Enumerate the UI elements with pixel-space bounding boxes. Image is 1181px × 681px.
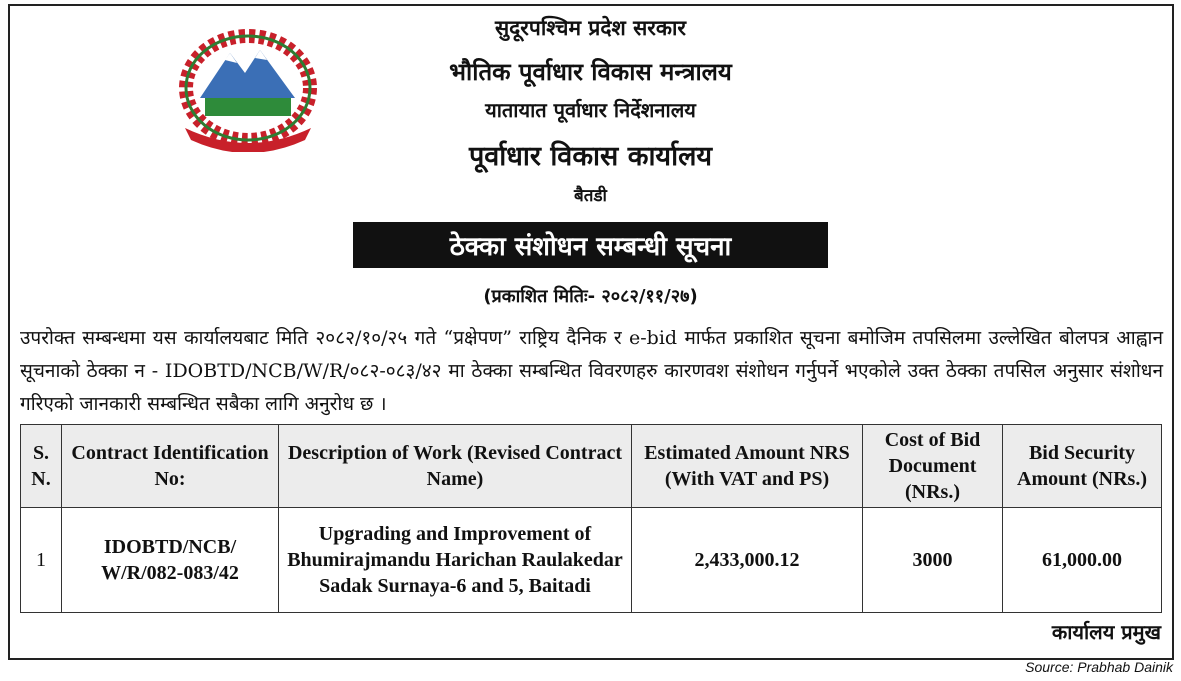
col-estimated-amount: Estimated Amount NRS (With VAT and PS) bbox=[632, 425, 863, 508]
header-location: बैतडी bbox=[574, 186, 607, 206]
table-header-row bbox=[21, 425, 1162, 508]
signature-office-chief: कार्यालय प्रमुख bbox=[1051, 620, 1161, 644]
cell-bid-document-cost: 3000 bbox=[863, 508, 1003, 613]
col-sn: S. N. bbox=[21, 425, 62, 508]
header-ministry: भौतिक पूर्वाधार विकास मन्त्रालय bbox=[449, 58, 732, 86]
cell-estimated-amount: 2,433,000.12 bbox=[632, 508, 863, 613]
col-bid-document-cost: Cost of Bid Document (NRs.) bbox=[863, 425, 1003, 508]
header-province: सुदूरपश्चिम प्रदेश सरकार bbox=[494, 16, 687, 40]
cell-description: Upgrading and Improvement of Bhumirajmandu Harichan Raulakedar Sadak Surnaya-6 and 5, Baitadi bbox=[279, 508, 632, 613]
col-bid-security: Bid Security Amount (NRs.) bbox=[1003, 425, 1162, 508]
notice-title-banner: ठेक्का संशोधन सम्बन्धी सूचना bbox=[353, 222, 828, 268]
cell-bid-security: 61,000.00 bbox=[1003, 508, 1162, 613]
published-date: (प्रकाशित मितिः- २०८२/११/२७) bbox=[483, 286, 698, 307]
table-row bbox=[21, 508, 1162, 613]
source-credit: Source: Prabhab Dainik bbox=[1025, 659, 1173, 675]
notice-paragraph: उपरोक्त सम्बन्धमा यस कार्यालयबाट मिति २०८२/१०/२५ गते “प्रक्षेपण” राष्ट्रिय दैनिक र e-bid मार्फत प्रकाशित सूचना बमोजिम तपसिलमा उल्लेखित बोलपत्र आह्वान सूचनाको ठेक्का न - IDOBTD/NCB/W/R/०८२-०८३/४२ मा ठेक्का सम्बन्धित विवरणहरु कारणवश संशोधन गर्नुपर्ने भएकोले उक्त ठेक्का तपसिल अनुसार संशोधन गरिएको जानकारी सम्बन्धित सबैका लागि अनुरोध छ । bbox=[20, 327, 1163, 415]
col-contract-id: Contract Identification No: bbox=[62, 425, 279, 508]
header-directorate: यातायात पूर्वाधार निर्देशनालय bbox=[485, 98, 696, 122]
cell-sn: 1 bbox=[21, 508, 62, 613]
header-office: पूर्वाधार विकास कार्यालय bbox=[468, 141, 713, 172]
cell-contract-id: IDOBTD/NCB/ W/R/082-083/42 bbox=[62, 508, 279, 613]
nepal-government-emblem-icon bbox=[175, 28, 321, 152]
contract-table bbox=[20, 424, 1162, 613]
col-description: Description of Work (Revised Contract Name) bbox=[279, 425, 632, 508]
